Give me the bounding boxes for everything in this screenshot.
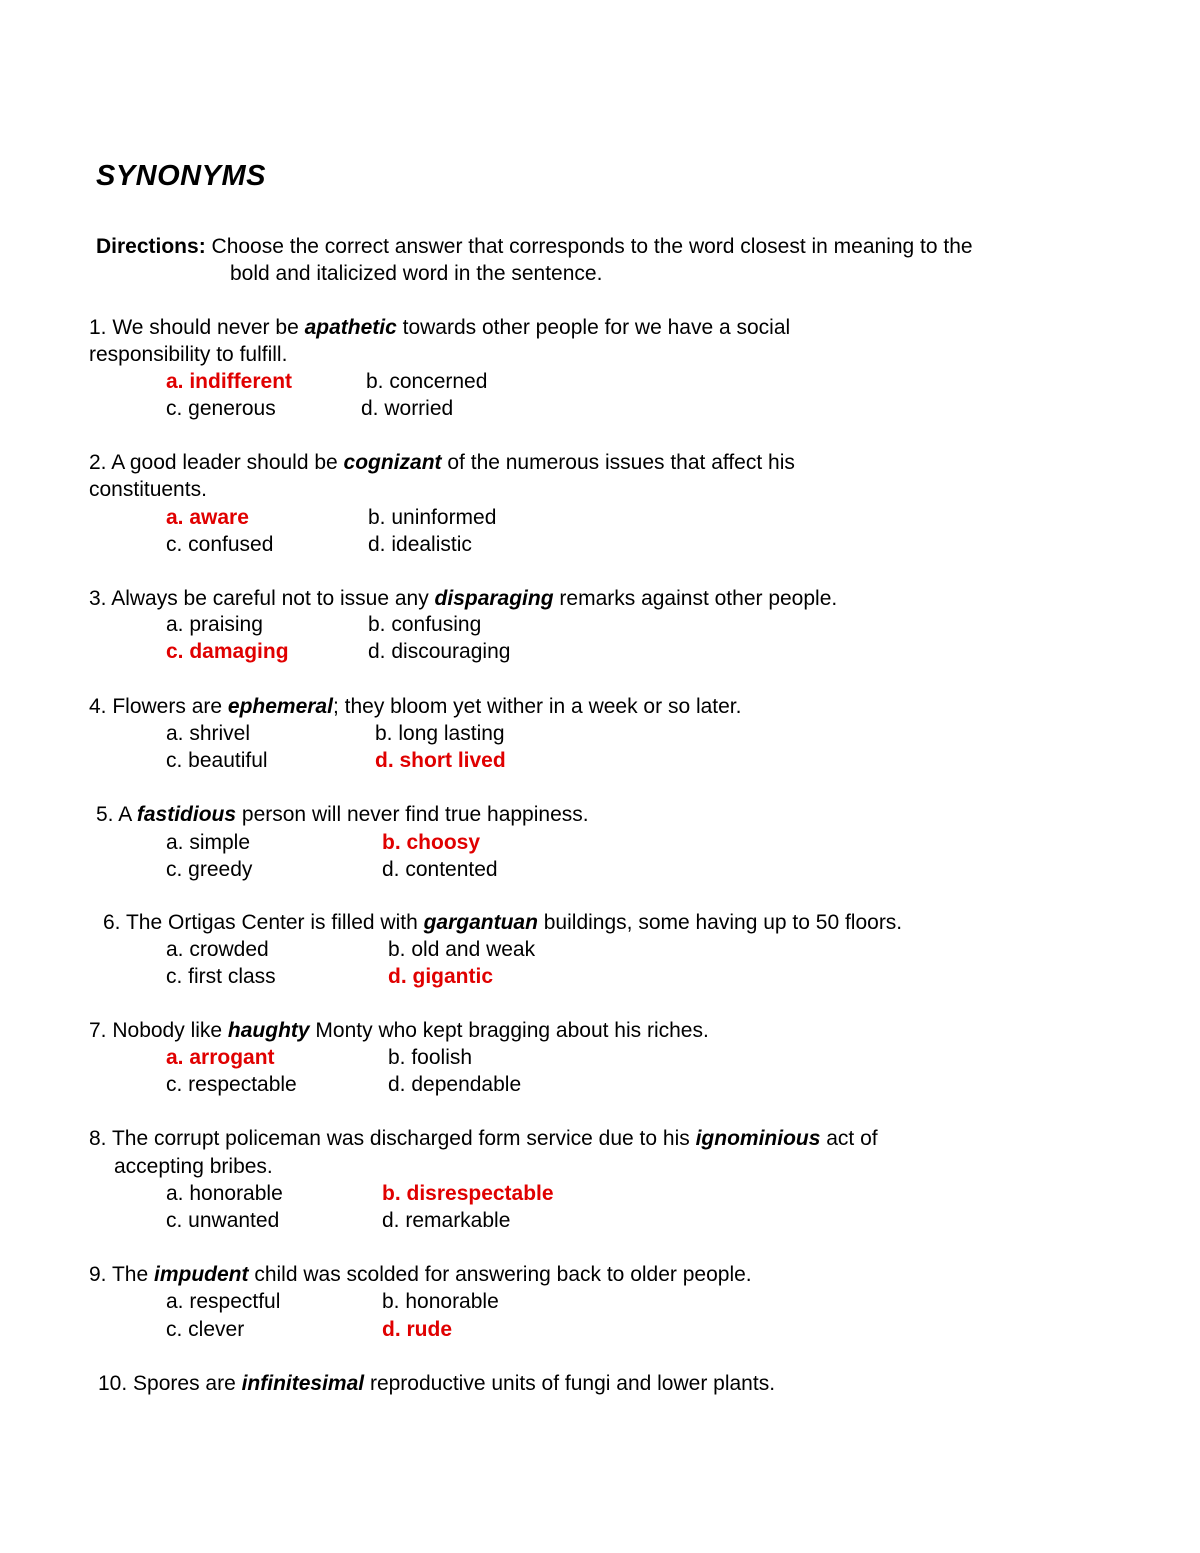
question-text: 9. The: [89, 1263, 154, 1286]
question-keyword: fastidious: [136, 803, 237, 826]
option-2a: a. aware: [166, 506, 249, 529]
question-text: buildings, some having up to 50 floors.: [537, 911, 903, 934]
question-text: 3. Always be careful not to issue any: [89, 587, 435, 610]
question-keyword: cognizant: [343, 451, 442, 474]
question-8-line2: accepting bribes.: [114, 1155, 273, 1178]
option-1a: a. indifferent: [166, 370, 293, 393]
question-keyword: haughty: [227, 1019, 310, 1042]
question-text: Monty who kept bragging about his riches.: [309, 1019, 709, 1042]
question-1-line2: responsibility to fulfill.: [89, 343, 288, 366]
option-8b: b. disrespectable: [382, 1182, 554, 1205]
question-text: of the numerous issues that affect his: [441, 451, 795, 474]
question-text: towards other people for we have a social: [396, 316, 791, 339]
option-6a: a. crowded: [166, 938, 269, 961]
question-text: act of: [820, 1127, 878, 1150]
question-text: reproductive units of fungi and lower plants.: [364, 1372, 776, 1395]
question-text: 6. The Ortigas Center is filled with: [103, 911, 424, 934]
question-text: 2. A good leader should be: [89, 451, 344, 474]
option-6d: d. gigantic: [388, 965, 493, 988]
option-1b: b. concerned: [366, 370, 488, 393]
option-7d: d. dependable: [388, 1073, 522, 1096]
question-9: [89, 1261, 752, 1288]
question-8: [89, 1125, 878, 1152]
question-keyword: ephemeral: [227, 695, 333, 718]
question-6: [103, 909, 902, 936]
option-2c: c. confused: [166, 533, 274, 556]
question-text: ; they bloom yet wither in a week or so later.: [332, 695, 742, 718]
question-keyword: disparaging: [434, 587, 554, 610]
option-1d: d. worried: [361, 397, 454, 420]
option-8d: d. remarkable: [382, 1209, 511, 1232]
option-3a: a. praising: [166, 613, 263, 636]
option-5c: c. greedy: [166, 858, 253, 881]
option-3b: b. confusing: [368, 613, 482, 636]
question-keyword: gargantuan: [423, 911, 538, 934]
option-7a: a. arrogant: [166, 1046, 275, 1069]
option-2d: d. idealistic: [368, 533, 472, 556]
question-keyword: apathetic: [304, 316, 397, 339]
directions: [96, 233, 1126, 287]
question-text: person will never find true happiness.: [236, 803, 589, 826]
option-2b: b. uninformed: [368, 506, 497, 529]
question-2: [89, 449, 795, 476]
question-text: 1. We should never be: [89, 316, 305, 339]
option-9a: a. respectful: [166, 1290, 281, 1313]
option-9c: c. clever: [166, 1318, 245, 1341]
question-keyword: ignominious: [695, 1127, 821, 1150]
page-title: SYNONYMS: [96, 160, 266, 192]
question-5: [96, 801, 589, 828]
option-5a: a. simple: [166, 831, 251, 854]
option-4d: d. short lived: [375, 749, 506, 772]
option-1c: c. generous: [166, 397, 276, 420]
directions-text-line2: bold and italicized word in the sentence.: [230, 262, 603, 285]
option-8a: a. honorable: [166, 1182, 283, 1205]
directions-text-line1: Choose the correct answer that corresponds to the word closest in meaning to the: [205, 235, 973, 258]
option-9b: b. honorable: [382, 1290, 499, 1313]
question-text: 5. A: [96, 803, 137, 826]
question-text: 10. Spores are: [98, 1372, 242, 1395]
option-7b: b. foolish: [388, 1046, 473, 1069]
question-keyword: infinitesimal: [241, 1372, 365, 1395]
question-3: [89, 585, 837, 612]
question-10: [98, 1370, 775, 1397]
option-4b: b. long lasting: [375, 722, 505, 745]
option-5d: d. contented: [382, 858, 498, 881]
option-6c: c. first class: [166, 965, 276, 988]
option-7c: c. respectable: [166, 1073, 297, 1096]
question-2-line2: constituents.: [89, 478, 207, 501]
question-text: child was scolded for answering back to older people.: [248, 1263, 752, 1286]
option-3c: c. damaging: [166, 640, 289, 663]
option-9d: d. rude: [382, 1318, 453, 1341]
option-5b: b. choosy: [382, 831, 481, 854]
question-keyword: impudent: [154, 1263, 249, 1286]
option-3d: d. discouraging: [368, 640, 511, 663]
option-6b: b. old and weak: [388, 938, 536, 961]
question-1: [89, 314, 790, 341]
question-7: [89, 1017, 709, 1044]
question-text: 8. The corrupt policeman was discharged form service due to his: [89, 1127, 696, 1150]
option-4a: a. shrivel: [166, 722, 251, 745]
question-text: 7. Nobody like: [89, 1019, 228, 1042]
question-4: [89, 693, 741, 720]
directions-label: Directions:: [96, 235, 206, 258]
option-4c: c. beautiful: [166, 749, 268, 772]
option-8c: c. unwanted: [166, 1209, 280, 1232]
question-text: remarks against other people.: [553, 587, 838, 610]
question-text: 4. Flowers are: [89, 695, 228, 718]
